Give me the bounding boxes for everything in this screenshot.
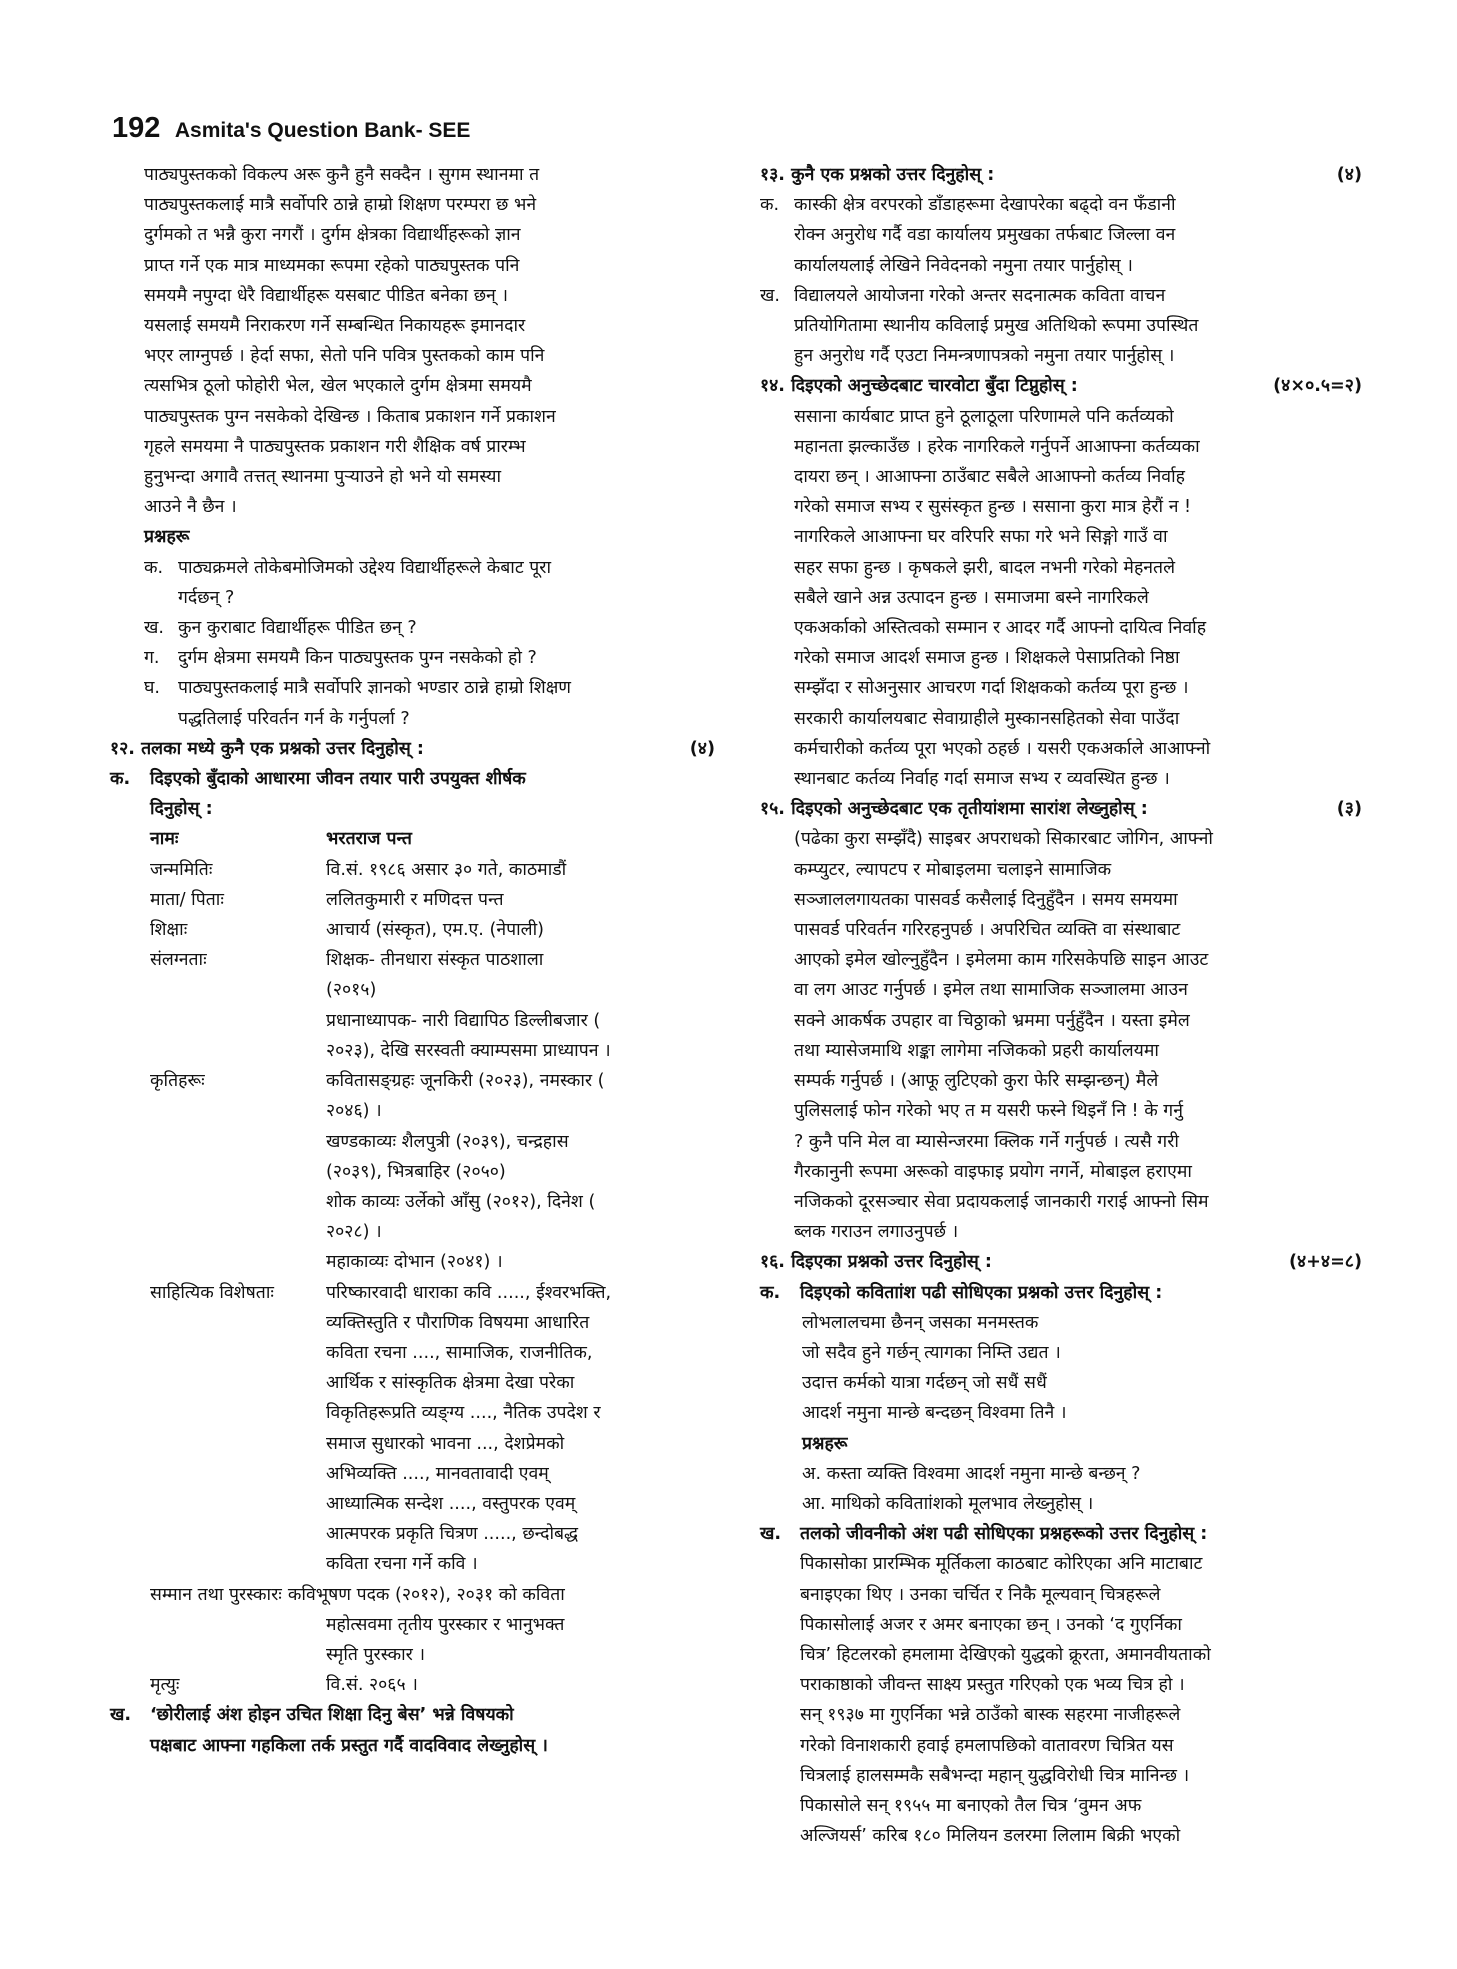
passage-line: भएर लाग्नुपर्छ । हेर्दा सफा, सेतो पनि पवित्र पुस्तकको काम पनि bbox=[144, 346, 545, 367]
q14-passage: ससाना कार्यबाट प्राप्त हुने ठूलाठूला परिणामले पनि कर्तव्यको महानता झल्काउँछ । हरेक नागरिकले गर्नुपर्ने आआफ्ना कर्तव्यका दायरा छन् । आआफ्ना ठाउँबाट सबैले आआफ्नो कर्तव्य निर्वाह गरेको समाज सभ्य र सुसंस्कृत हुन्छ । ससाना कुरा मात्र हेरौं न ! नागरिकले आआफ्ना घर वरिपरि सफा गरे भने सिङ्गो गाउँ वा सहर सफा हुन्छ । कृषकले झरी, बादल नभनी गरेको मेहनतले सबैले खाने अन्न उत्पादन हुन्छ । समाजमा बस्ने नागरिकले एकअर्काको अस्तित्वको सम्मान र आदर गर्दै आफ्नो दायित्व निर्वाह गरेको समाज आदर्श समाज हुन्छ । शिक्षकले पेसाप्रतिको निष्ठा सम्झँदा र सोअनुसार आचरण गर्दा शिक्षकको कर्तव्य पूरा हुन्छ । सरकारी कार्यालयबाट सेवाग्राहीले मुस्कानसहितको सेवा पाउँदा कर्मचारीको कर्तव्य पूरा भएको ठहर्छ । यसरी एकअर्काले आआफ्नो स्थानबाट कर्तव्य निर्वाह गर्दा समाज सभ्य र व्यवस्थित हुन्छ । bbox=[794, 406, 1211, 790]
bio-row: शिक्षाः आचार्य (संस्कृत), एम.ए. (नेपाली) bbox=[150, 920, 544, 941]
marks: (४) bbox=[689, 738, 715, 759]
question-item: घ. पाठ्यपुस्तकलाई मात्रै सर्वोपरि ज्ञानको भण्डार ठान्ने हाम्रो शिक्षण पद्धतिलाई परिवर्तन गर्न के गर्नुपर्ला ? bbox=[144, 678, 572, 729]
marks: (४+४=८) bbox=[1288, 1252, 1362, 1273]
bio-row: संलग्नताः शिक्षक- तीनधारा संस्कृत पाठशाला (२०१५) bbox=[150, 950, 544, 1001]
questions-heading: प्रश्नहरू bbox=[802, 1433, 848, 1454]
bio-row: माता/ पिताः ललितकुमारी र मणिदत्त पन्त bbox=[150, 889, 504, 910]
q13-item: क. कास्की क्षेत्र वरपरको डाँडाहरूमा देखापरेका बढ्दो वन फँडानी रोक्न अनुरोध गर्दै वडा कार्यालय प्रमुखका तर्फबाट जिल्ला वन कार्यालयलाई लेखिने निवेदनको नमुना तयार पार्नुहोस् । bbox=[760, 195, 1176, 276]
q15-passage: (पढेका कुरा सम्झँदै) साइबर अपराधको सिकारबाट जोगिन, आफ्नो कम्प्युटर, ल्यापटप र मोबाइलमा चलाइने सामाजिक सञ्जाललगायतका पासवर्ड कसैलाई दिनुहुँदैन । समय समयमा पासवर्ड परिवर्तन गरिरहनुपर्छ । अपरिचित व्यक्ति वा संस्थाबाट आएको इमेल खोल्नुहुँदैन । इमेलमा काम गरिसकेपछि साइन आउट वा लग आउट गर्नुपर्छ । इमेल तथा सामाजिक सञ्जालमा आउन सक्ने आकर्षक उपहार वा चिठ्ठाको भ्रममा पर्नुहुँदैन । यस्ता इमेल तथा म्यासेजमाथि शङ्का लागेमा नजिकको प्रहरी कार्यालयमा सम्पर्क गर्नुपर्छ । (आफू लुटिएको कुरा फेरि सम्झन्छन्) मैले पुलिसलाई फोन गरेको भए त म यसरी फस्ने थिइनँ नि ! के गर्नु ? कुनै पनि मेल वा म्यासेन्जरमा क्लिक गर्ने गर्नुपर्छ । त्यसै गरी गैरकानुनी रूपमा अरूको वाइफाइ प्रयोग नगर्ने, मोबाइल हराएमा नजिकको दूरसञ्चार सेवा प्रदायकलाई जानकारी गराई आफ्नो सिम ब्लक गराउन लगाउनुपर्छ । bbox=[794, 829, 1213, 1243]
bio-row: सम्मान तथा पुरस्कारः कविभूषण पदक (२०१२), २०३१ को कविता bbox=[150, 1584, 565, 1605]
question-13-heading: १३. कुनै एक प्रश्नको उत्तर दिनुहोस् : (४) bbox=[760, 160, 1362, 190]
q13-item: ख. विद्यालयले आयोजना गरेको अन्तर सदनात्मक कविता वाचन प्रतियोगितामा स्थानीय कविलाई प्रमुख अतिथिको रूपमा उपस्थित हुन अनुरोध गर्दै एउटा निमन्त्रणापत्रको नमुना तयार पार्नुहोस् । bbox=[760, 285, 1199, 367]
page-number: 192 bbox=[112, 112, 161, 144]
question-item: ख. कुन कुराबाट विद्यार्थीहरू पीडित छन् ? bbox=[144, 618, 417, 639]
questions-heading: प्रश्नहरू bbox=[144, 527, 190, 548]
page-header bbox=[112, 112, 470, 145]
question-12-heading: १२. तलका मध्ये कुनै एक प्रश्नको उत्तर दिनुहोस् : (४) bbox=[110, 734, 715, 764]
question-16-heading: १६. दिइएका प्रश्नको उत्तर दिनुहोस् : (४+४=८) bbox=[760, 1247, 1362, 1277]
marks: (३) bbox=[1336, 799, 1362, 820]
q12-part-kha: ख. ‘छोरीलाई अंश होइन उचित शिक्षा दिनु बेस’ भन्ने विषयको पक्षबाट आफ्ना गहकिला तर्क प्रस्तुत गर्दै वादविवाद लेख्नुहोस् । bbox=[110, 1705, 548, 1756]
bio-row: मृत्युः वि.सं. २०६५ । bbox=[150, 1675, 418, 1696]
passage-line: त्यसभित्र ठूलो फोहोरी भेल, खेल भएकाले दुर्गम क्षेत्रमा समयमै bbox=[144, 376, 532, 397]
bio-row: खण्डकाव्यः शैलपुत्री (२०३९), चन्द्रहास (२०३९), भित्रबाहिर (२०५०) bbox=[326, 1131, 569, 1182]
bio-row: महाकाव्यः दोभान (२०४१) । bbox=[326, 1252, 503, 1273]
q16-questions: अ. कस्ता व्यक्ति विश्वमा आदर्श नमुना मान्छे बन्छन् ? आ. माथिको कविताांशको मूलभाव लेख्नुहोस् । bbox=[802, 1463, 1141, 1514]
right-column bbox=[760, 160, 1362, 1851]
bio-row: प्रधानाध्यापक- नारी विद्यापिठ डिल्लीबजार ( २०२३), देखि सरस्वती क्याम्पसमा प्राध्यापन । bbox=[326, 1010, 611, 1061]
question-list bbox=[110, 553, 715, 734]
question-15-heading: १५. दिइएको अनुच्छेदबाट एक तृतीयांशमा सारांश लेख्नुहोस् : (३) bbox=[760, 794, 1362, 824]
passage-line: यसलाई समयमै निराकरण गर्ने सम्बन्धित निकायहरू इमानदार bbox=[144, 316, 526, 337]
left-column bbox=[110, 160, 715, 1761]
passage-line: गृहले समयमा नै पाठ्यपुस्तक प्रकाशन गरी शैक्षिक वर्ष प्रारम्भ bbox=[144, 436, 526, 457]
question-item: क. पाठ्यक्रमले तोकेबमोजिमको उद्देश्य विद्यार्थीहरूले केबाट पूरा गर्दछन् ? bbox=[144, 557, 552, 608]
passage-line: आउने नै छैन । bbox=[144, 497, 237, 518]
poem: लोभलालचमा छैनन् जसका मनमस्तक जो सदैव हुने गर्छन् त्यागका निम्ति उद्यत । उदात्त कर्मको यात्रा गर्दछन् जो सधैं सधैं आदर्श नमुना मान्छे बन्दछन् विश्वमा तिनै । bbox=[802, 1312, 1067, 1424]
marks: (४) bbox=[1336, 165, 1362, 185]
passage-line: हुनुभन्दा अगावै तत्तत् स्थानमा पुऱ्याउने हो भने यो समस्या bbox=[144, 467, 501, 488]
book-title: Asmita's Question Bank- SEE bbox=[174, 119, 471, 142]
bio-row: नामः भरतराज पन्त bbox=[150, 829, 412, 850]
passage-line: पाठ्यपुस्तकलाई मात्रै सर्वोपरि ठान्ने हाम्रो शिक्षण परम्परा छ भने bbox=[144, 195, 537, 216]
passage-line: दुर्गमको त भन्नै कुरा नगरौं । दुर्गम क्षेत्रका विद्यार्थीहरूको ज्ञान bbox=[144, 225, 521, 246]
marks: (४×०.५=२) bbox=[1273, 376, 1362, 397]
question-item: ग. दुर्गम क्षेत्रमा समयमै किन पाठ्यपुस्तक पुग्न नसकेको हो ? bbox=[144, 648, 537, 669]
question-14-heading: १४. दिइएको अनुच्छेदबाट चारवोटा बुँदा टिप्नुहोस् : (४×०.५=२) bbox=[760, 371, 1362, 401]
q16-part-ka: क. दिइएको कविताांश पढी सोधिएका प्रश्नको उत्तर दिनुहोस् : bbox=[760, 1282, 1163, 1303]
q12-part-ka: क. दिइएको बुँदाको आधारमा जीवन तयार पारी उपयुक्त शीर्षक दिनुहोस् : bbox=[110, 769, 526, 820]
bio-row: साहित्यिक विशेषताः परिष्कारवादी धाराका कवि ....., ईश्वरभक्ति, bbox=[150, 1282, 612, 1303]
passage bbox=[110, 160, 715, 522]
passage-line: समयमै नपुग्दा धेरै विद्यार्थीहरू यसबाट पीडित बनेका छन् । bbox=[144, 285, 509, 306]
passage-line: पाठ्यपुस्तकको विकल्प अरू कुनै हुनै सक्दैन । सुगम स्थानमा त bbox=[144, 165, 540, 185]
passage-line: प्राप्त गर्ने एक मात्र माध्यमका रूपमा रहेको पाठ्यपुस्तक पनि bbox=[144, 255, 520, 276]
bio-row: कृतिहरूः कवितासङ्ग्रहः जूनकिरी (२०२३), नमस्कार ( २०४६) । bbox=[150, 1071, 605, 1122]
passage-line: पाठ्यपुस्तक पुग्न नसकेको देखिन्छ । किताब प्रकाशन गर्ने प्रकाशन bbox=[144, 406, 556, 427]
q16-part-kha: ख. तलको जीवनीको अंश पढी सोधिएका प्रश्नहरूको उत्तर दिनुहोस् : bbox=[760, 1524, 1208, 1545]
q16-passage: पिकासोका प्रारम्भिक मूर्तिकला काठबाट कोरिएका अनि माटाबाट बनाइएका थिए । उनका चर्चित र निकै मूल्यवान् चित्रहरूले पिकासोलाई अजर र अमर बनाएका छन् । उनको ‘द गुएर्निका चित्र’ हिटलरको हमलामा देखिएको युद्धको क्रूरता, अमानवीयताको पराकाष्ठाको जीवन्त साक्ष्य प्रस्तुत गरिएको एक भव्य चित्र हो । सन् १९३७ मा गुएर्निका भन्ने ठाउँको बास्क सहरमा नाजीहरूले गरेको विनाशकारी हवाई हमलापछिको वातावरण चित्रित यस चित्रलाई हालसम्मकै सबैभन्दा महान् युद्धविरोधी चित्र मानिन्छ । पिकासोले सन् १९५५ मा बनाएको तैल चित्र ‘वुमन अफ अल्जियर्स’ करिब १८० मिलियन डलरमा लिलाम बिक्री भएको bbox=[800, 1554, 1211, 1847]
bio-row: व्यक्तिस्तुति र पौराणिक विषयमा आधारित कविता रचना ...., सामाजिक, राजनीतिक, आर्थिक र सांस्कृतिक क्षेत्रमा देखा परेका विकृतिहरूप्रति व्यङ्ग्य ...., नैतिक उपदेश र समाज सुधारको भावना ..., देशप्रेमको अभिव्यक्ति ...., मानवतावादी एवम् आध्यात्मिक सन्देश ...., वस्तुपरक एवम् आत्मपरक प्रकृति चित्रण ....., छन्दोबद्ध कविता रचना गर्ने कवि । bbox=[326, 1312, 601, 1575]
bio-row: जन्ममितिः वि.सं. १९८६ असार ३० गते, काठमाडौं bbox=[150, 859, 567, 880]
bio-row: शोक काव्यः उर्लेको आँसु (२०१२), दिनेश ( २०२८) । bbox=[326, 1191, 596, 1243]
bio-row: महोत्सवमा तृतीय पुरस्कार र भानुभक्त स्मृति पुरस्कार । bbox=[326, 1614, 565, 1665]
